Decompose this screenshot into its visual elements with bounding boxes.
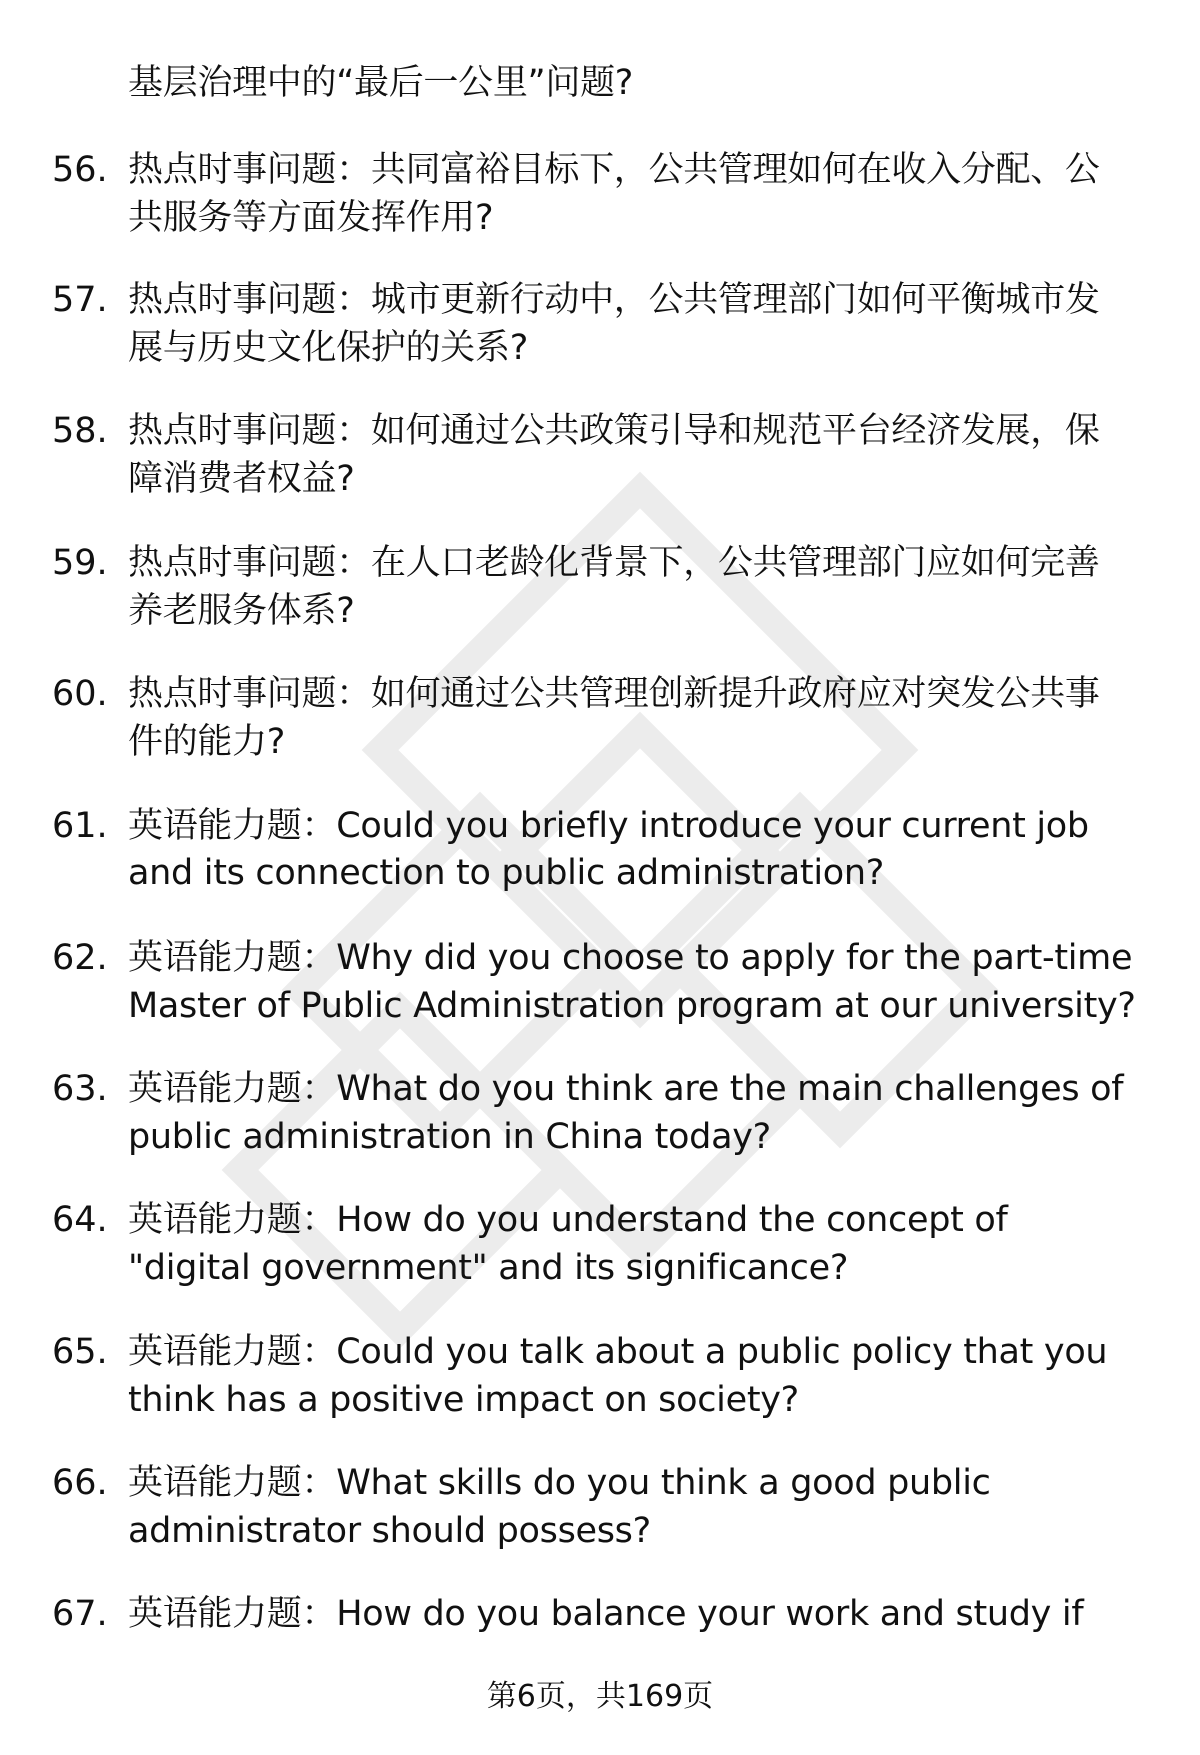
question-line: 热点时事问题：如何通过公共管理创新提升政府应对突发公共事 bbox=[128, 674, 1100, 714]
question-line: 养老服务体系? bbox=[128, 591, 355, 631]
question-line: 件的能力? bbox=[128, 722, 286, 762]
question-line: and its connection to public administration? bbox=[128, 853, 885, 893]
question-line: 英语能力题：How do you balance your work and study if bbox=[128, 1594, 1084, 1634]
item-number: 59. bbox=[52, 543, 108, 583]
question-line: 热点时事问题：如何通过公共政策引导和规范平台经济发展，保 bbox=[128, 411, 1100, 451]
question-line: think has a positive impact on society? bbox=[128, 1380, 799, 1420]
question-line: 英语能力题：Could you briefly introduce your current job bbox=[128, 806, 1089, 846]
item-number: 60. bbox=[52, 674, 108, 714]
item-number: 67. bbox=[52, 1594, 108, 1634]
item-number: 66. bbox=[52, 1463, 108, 1503]
question-line: 共服务等方面发挥作用? bbox=[128, 198, 494, 238]
question-line: 热点时事问题：共同富裕目标下，公共管理如何在收入分配、公 bbox=[128, 150, 1100, 190]
question-line: 障消费者权益? bbox=[128, 459, 355, 499]
item-number: 64. bbox=[52, 1200, 108, 1240]
question-line: public administration in China today? bbox=[128, 1117, 771, 1157]
question-line: 展与历史文化保护的关系? bbox=[128, 328, 528, 368]
item-number: 58. bbox=[52, 411, 108, 451]
question-line: 英语能力题：What do you think are the main challenges of bbox=[128, 1069, 1124, 1109]
question-line: 英语能力题：What skills do you think a good public bbox=[128, 1463, 991, 1503]
item-number: 65. bbox=[52, 1332, 108, 1372]
question-line: 英语能力题：Why did you choose to apply for the part-time bbox=[128, 938, 1133, 978]
question-line: Master of Public Administration program at our university? bbox=[128, 986, 1136, 1026]
continuation-line: 基层治理中的“最后一公里”问题? bbox=[128, 63, 634, 103]
item-number: 57. bbox=[52, 280, 108, 320]
question-line: 热点时事问题：在人口老龄化背景下，公共管理部门应如何完善 bbox=[128, 543, 1100, 583]
question-line: 英语能力题：Could you talk about a public policy that you bbox=[128, 1332, 1108, 1372]
question-line: 英语能力题：How do you understand the concept of bbox=[128, 1200, 1008, 1240]
question-line: 热点时事问题：城市更新行动中，公共管理部门如何平衡城市发 bbox=[128, 280, 1100, 320]
page-indicator: 第6页，共169页 bbox=[486, 1679, 714, 1714]
question-line: administrator should possess? bbox=[128, 1511, 651, 1551]
item-number: 62. bbox=[52, 938, 108, 978]
item-number: 63. bbox=[52, 1069, 108, 1109]
item-number: 61. bbox=[52, 806, 108, 846]
item-number: 56. bbox=[52, 150, 108, 190]
question-line: "digital government" and its significance? bbox=[128, 1248, 849, 1288]
